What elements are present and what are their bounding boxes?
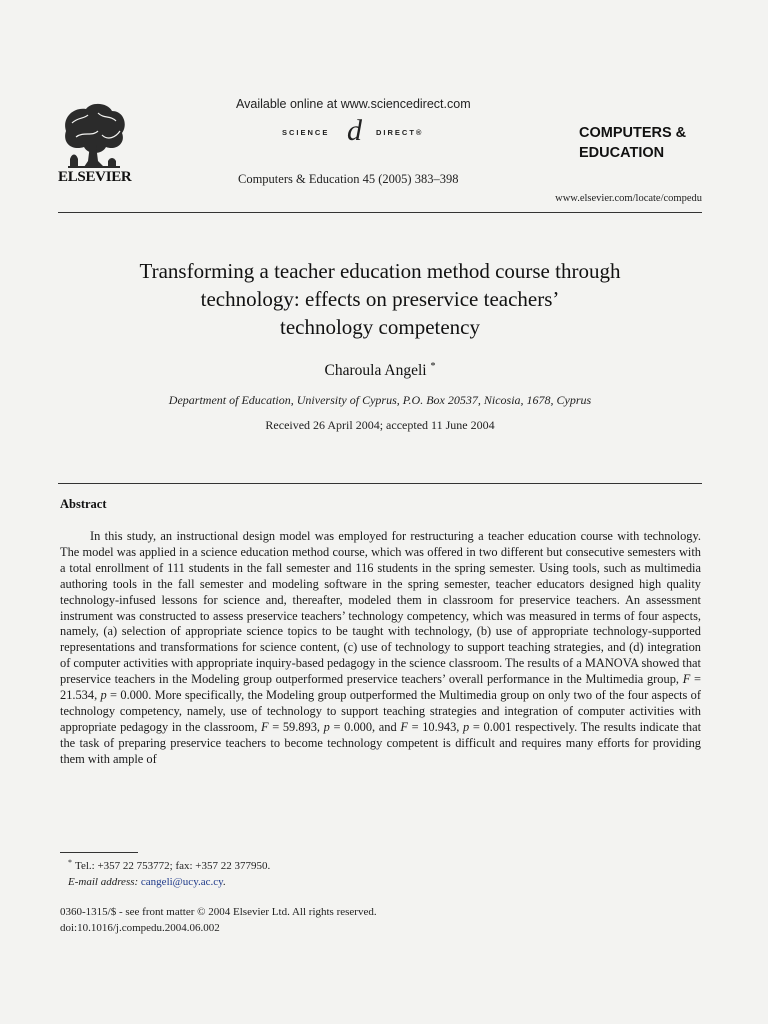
- sd-logo-right: DIRECT®: [376, 128, 424, 137]
- email-end: .: [222, 876, 226, 888]
- sd-logo-at-mark: d: [347, 114, 362, 147]
- abstract-text: = 21.534,: [60, 672, 701, 703]
- stat-p: p: [463, 719, 470, 734]
- email-link[interactable]: cangeli@ucy.ac.cy: [140, 876, 223, 888]
- author-footnote: [68, 855, 568, 890]
- journal-name-line1: COMPUTERS &: [579, 125, 687, 141]
- article-title: [58, 257, 702, 341]
- author-name: Charoula Angeli: [324, 362, 427, 379]
- title-line2: technology: effects on preservice teachers’: [200, 287, 560, 311]
- elsevier-tree-logo: [58, 101, 130, 169]
- header-divider: [58, 212, 702, 213]
- abstract-divider: [58, 483, 702, 484]
- journal-name-line2: EDUCATION: [579, 145, 665, 161]
- journal-name: [579, 123, 719, 163]
- stat-F: F: [400, 719, 408, 734]
- abstract-heading: Abstract: [60, 497, 107, 511]
- abstract-text: = 10.943,: [407, 719, 464, 734]
- footnote-email-line: [68, 874, 568, 890]
- sd-logo-left: SCIENCE: [282, 128, 330, 137]
- email-label: E-mail address:: [68, 876, 139, 888]
- author-affiliation: Department of Education, University of Cyprus, P.O. Box 20537, Nicosia, 1678, Cyprus: [168, 393, 592, 407]
- footnote-contact: [68, 855, 568, 874]
- abstract-paragraph: [60, 529, 701, 768]
- stat-p: p: [100, 688, 107, 703]
- publisher-wordmark: ELSEVIER: [58, 169, 132, 185]
- stat-F: F: [682, 672, 691, 687]
- stat-F: F: [260, 719, 269, 734]
- author: [58, 361, 702, 380]
- abstract-text: = 0.001 respectively. The results indicate that the task of preparing preservice teachers to become technology competent is difficult and requires many efforts for providing them with ample of: [60, 719, 702, 766]
- title-line1: Transforming a teacher education method course through: [139, 259, 621, 283]
- abstract-text: = 0.000. More specifically, the Modeling group outperformed the Multimedia group on only two of the four aspects of technology competency, namely, use of technology to support teaching strategies and integration of computer activities with appropriate pedagogy in the classroom,: [60, 688, 701, 734]
- abstract-text: = 59.893,: [268, 719, 324, 734]
- journal-url-link[interactable]: www.elsevier.com/locate/compedu: [555, 193, 702, 204]
- footnote-tel: Tel.: +357 22 753772; fax: +357 22 377950.: [75, 860, 271, 872]
- title-line3: technology competency: [279, 315, 480, 339]
- available-online-text: Available online at www.sciencedirect.com: [236, 97, 471, 111]
- abstract-body: [60, 529, 701, 768]
- doi-line[interactable]: doi:10.1016/j.compedu.2004.06.002: [60, 922, 220, 934]
- copyright-block: [60, 904, 560, 936]
- abstract-text: = 0.000, and: [329, 719, 401, 734]
- author-footnote-mark[interactable]: *: [430, 361, 436, 372]
- stat-p: p: [323, 719, 330, 734]
- footnote-mark: *: [68, 858, 72, 867]
- abstract-text: In this study, an instructional design model was employed for restructuring a teacher education course with technology. The model was applied in a science education method course, which was offered in two different but consecutive semesters with a total enrollment of 111 students in the fall semester and 116 students in the spring semester. Using tools, such as multimedia authoring tools in the fall semester and modeling software in the spring semester, teacher educators designed high quality technology-infused lessons for science and, thereafter, modeled them in classroom for preservice teachers. An assessment instrument was constructed to assess preservice teachers’ technology competency, which was measured in terms of four aspects, namely, (a) selection of appropriate science topics to be taught with technology, (b) use of appropriate technology-supported representations and transformations for science content, (c) use of technology to support teaching strategies, and (d) integration of computer activities with appropriate inquiry-based pedagogy in the science classroom. The results of a MANOVA showed that preservice teachers in the Modeling group outperformed preservice teachers’ overall performance in the Multimedia group,: [60, 529, 701, 687]
- sciencedirect-logo: [282, 114, 462, 147]
- journal-reference: Computers & Education 45 (2005) 383–398: [238, 172, 459, 186]
- issn-line: 0360-1315/$ - see front matter © 2004 Elsevier Ltd. All rights reserved.: [60, 906, 377, 918]
- footnote-divider: [60, 852, 138, 853]
- received-dates: Received 26 April 2004; accepted 11 June 2004: [265, 418, 495, 432]
